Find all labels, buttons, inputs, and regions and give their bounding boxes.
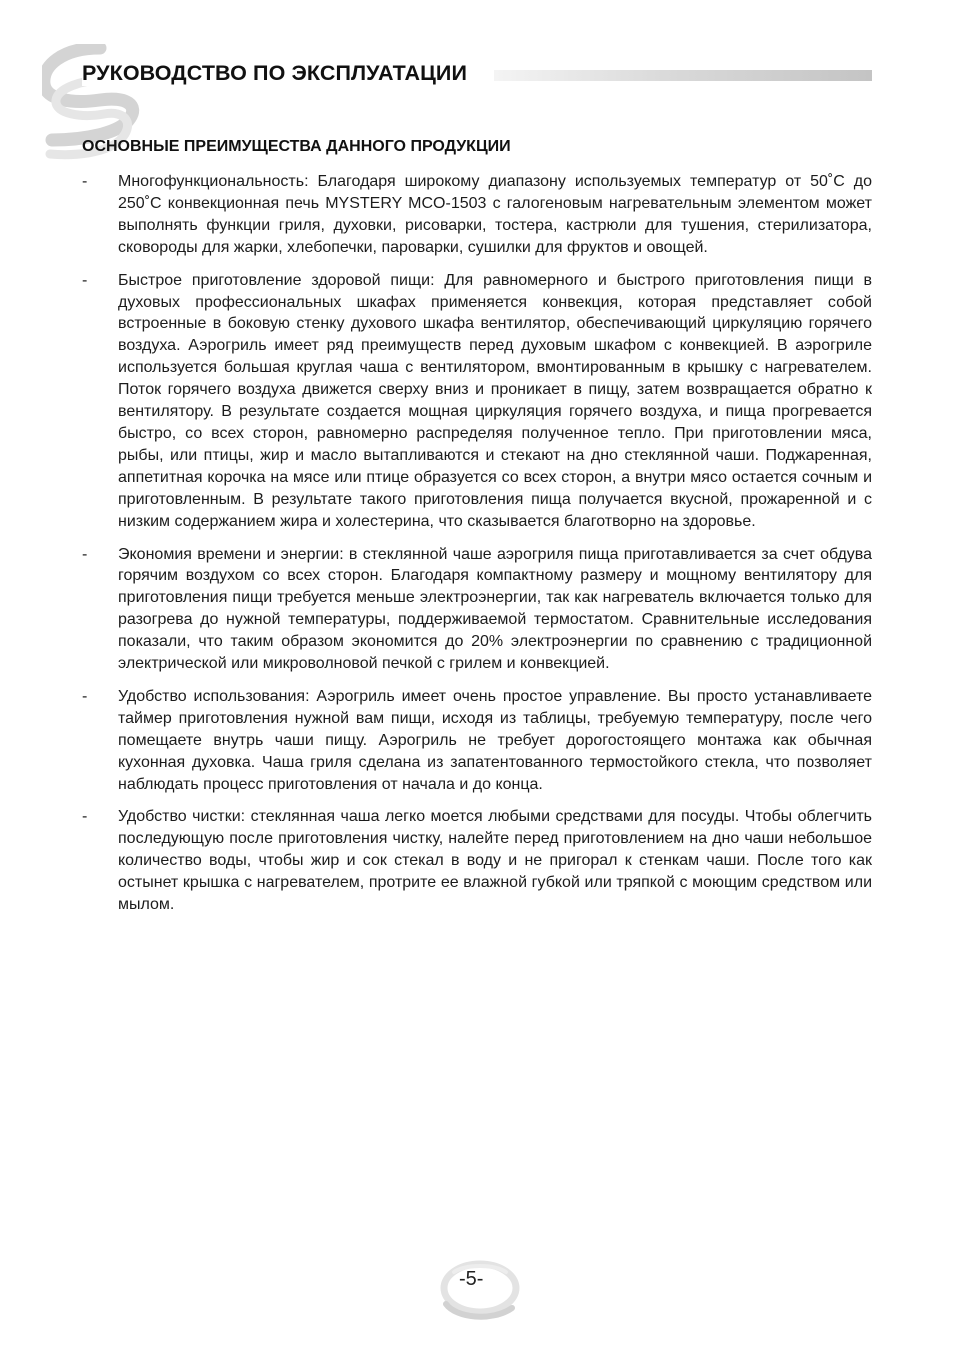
page-number: -5-: [459, 1268, 484, 1290]
bullet-dash: -: [82, 808, 88, 826]
list-item-text: Удобство использования: Аэрогриль имеет очень простое управление. Вы просто устанавливаете таймер приготовления нужной вам пищи, исходя из таблицы, требуемую температуру, после чего помещаете внутрь чаши пищу. Аэрогриль не требует дорогостоящего монтажа как обычная кухонная духовка. Чаша гриля сделана из запатентованного термостойкого стекла, что позволяет наблюдать процесс приготовления от начала и до конца.: [118, 687, 872, 793]
list-item: [82, 171, 872, 259]
list-item-text: Быстрое приготовление здоровой пищи: Для равномерного и быстрого приготовления пищи в духовых профессиональных шкафах применяется конвекция, которая представляет собой встроенные в боковую стенку духового шкафа вентилятор, обеспечивающий циркуляцию горячего воздуха. Аэрогриль имеет ряд преимуществ перед духовым шкафом с конвекцией. В аэрогриле используется большая круглая чаша с вентилятором, вмонтированным в крышку с нагревателем. Поток горячего воздуха движется сверху вниз и проникает в пищу, затем возвращается обратно к вентилятору. В результате создается мощная циркуляция горячего воздуха, и пища прогревается быстро, со всех сторон, равномерно распределяя полученное тепло. При приготовлении мяса, рыбы, или птицы, жир и масло вытапливаются и стекают на дно стеклянной чаши. Поджаренная, аппетитная корочка на мясе или птице образуется со всех сторон, а внутри мясо остается сочным и приготовленным. В результате такого приготовления пища получается вкусной, прожаренной и с низким содержанием жира и холестерина, что сказывается благотворно на здоровье.: [118, 271, 872, 530]
bullet-dash: -: [82, 173, 88, 190]
list-item: [82, 270, 872, 533]
bullet-dash: -: [82, 271, 88, 289]
list-item-text: Экономия времени и энергии: в стеклянной чаше аэрогриля пища приготавливается за счет обдува горячим воздухом со всех сторон. Благодаря компактному размеру и мощному вентилятору для приготовления пищи требуется меньше электроэнергии, так как нагреватель включается только для разогрева до нужной температуры, поддерживаемой термостатом. Сравнительные исследования показали, что таким образом экономится до 20% электроэнергии по сравнению с традиционной электрической или микроволновой печкой с грилем и конвекцией.: [118, 545, 872, 673]
bullet-dash: -: [82, 687, 88, 705]
header-rule: [494, 70, 872, 81]
page-title: РУКОВОДСТВО ПО ЭКСПЛУАТАЦИИ: [82, 61, 471, 86]
list-item: [82, 686, 872, 796]
list-item: [82, 806, 872, 916]
list-item: [82, 544, 872, 675]
list-item-text: Многофункциональность: Благодаря широкому диапазону используемых температур от 50˚С до 250˚С конвекционная печь MYSTERY MCO-1503 с галогеновым нагревательным элементом может выполнять функции гриля, духовки, рисоварки, тостера, кастрюли для тушения, стерилизатора, сковороды для жарки, хлебопечки, пароварки, сушилки для фруктов и овощей.: [118, 173, 872, 256]
bullet-dash: -: [82, 545, 88, 563]
page-number-badge: [432, 1258, 522, 1324]
section-heading: ОСНОВНЫЕ ПРЕИМУЩЕСТВА ДАННОГО ПРОДУКЦИИ: [82, 138, 511, 155]
advantages-list: [82, 171, 872, 927]
list-item-text: Удобство чистки: стеклянная чаша легко моется любыми средствами для посуды. Чтобы облегчить последующую после приготовления чистку, налейте перед приготовлением на дно чаши небольшое количество воды, чтобы жир и сок стекал в воду и не пригорал к стенкам чаши. После того как остынет крышка с нагревателем, протрите ее влажной губкой или тряпкой с моющим средством или мылом.: [118, 808, 872, 914]
